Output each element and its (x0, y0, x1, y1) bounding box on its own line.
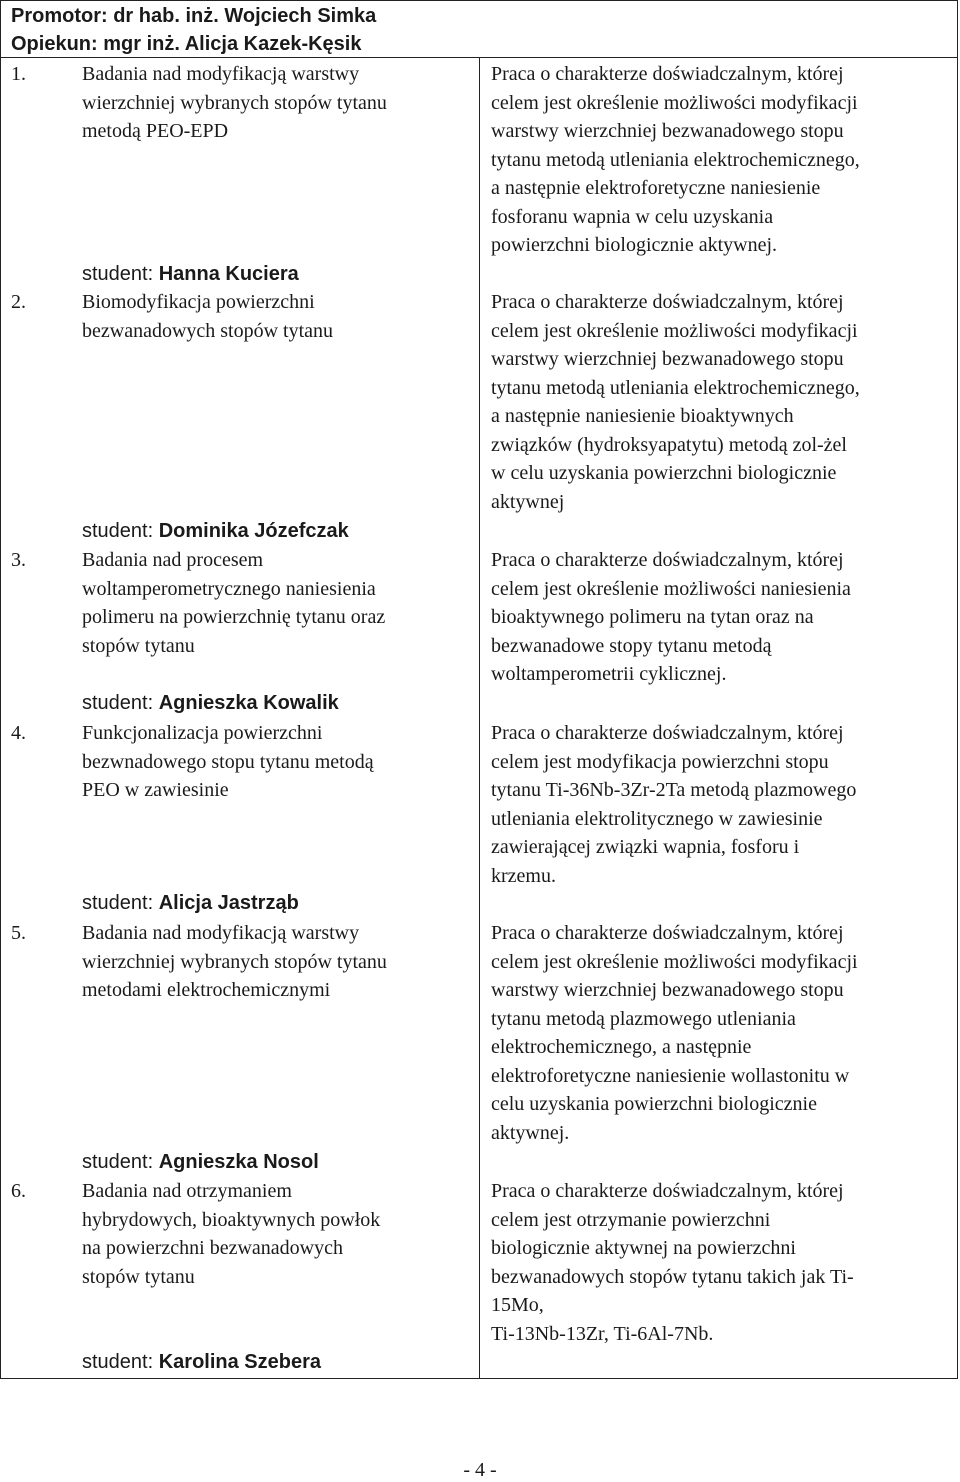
opiekun-line: Opiekun: mgr inż. Alicja Kazek-Kęsik (11, 33, 362, 55)
student-line (82, 517, 349, 545)
topic-title: Biomodyfikacja powierzchni bezwanadowych stopów tytanu (82, 291, 334, 342)
student-name: Agnieszka Nosol (158, 1151, 319, 1173)
topic-number: 1. (11, 63, 26, 85)
promotor-line: Promotor: dr hab. inż. Wojciech Simka (11, 5, 377, 27)
topic-description: Praca o charakterze doświadczalnym, której celem jest modyfikacja powierzchni stopu tytanu Ti-36Nb-3Zr-2Ta metodą plazmowego utleniania elektrolitycznego w zawiesinie zawierającej związki wapnia, fosforu i krzemu. (491, 722, 857, 887)
topic-number: 6. (11, 1180, 26, 1202)
student-name: Hanna Kuciera (158, 263, 299, 285)
student-label: student: (82, 263, 159, 285)
topic-description: Praca o charakterze doświadczalnym, której celem jest otrzymanie powierzchni biologicznie aktywnej na powierzchni bezwanadowych stopów tytanu takich jak Ti- 15Mo, Ti-13Nb-13Zr, Ti-6Al-7Nb. (491, 1180, 854, 1345)
column-divider (479, 58, 480, 1379)
topic-number: 5. (11, 922, 26, 944)
topic-title: Badania nad procesem woltamperometrycznego naniesienia polimeru na powierzchnię tytanu oraz stopów tytanu (82, 549, 386, 657)
student-name: Alicja Jastrząb (158, 892, 299, 914)
student-label: student: (82, 692, 159, 714)
student-line (82, 889, 299, 917)
student-label: student: (82, 892, 159, 914)
student-name: Dominika Józefczak (158, 520, 349, 542)
student-line (82, 260, 299, 288)
topic-title: Badania nad otrzymaniem hybrydowych, bioaktywnych powłok na powierzchni bezwanadowych stopów tytanu (82, 1180, 381, 1288)
student-label: student: (82, 520, 159, 542)
topic-number: 4. (11, 722, 26, 744)
student-line (82, 689, 339, 717)
topic-title: Badania nad modyfikacją warstwy wierzchniej wybranych stopów tytanu metodami elektrochemicznymi (82, 922, 387, 1001)
page-number: - 4 - (463, 1459, 497, 1481)
student-line (82, 1148, 319, 1176)
student-label: student: (82, 1151, 159, 1173)
student-label: student: (82, 1351, 159, 1373)
student-line (82, 1348, 321, 1376)
topic-description: Praca o charakterze doświadczalnym, której celem jest określenie możliwości modyfikacji warstwy wierzchniej bezwanadowego stopu tytanu metodą plazmowego utleniania elektrochemicznego, a następnie elektroforetyczne naniesienie wollastonitu w celu uzyskania powierzchni biologicznie aktywnej. (491, 922, 858, 1144)
topic-description: Praca o charakterze doświadczalnym, której celem jest określenie możliwości modyfikacji warstwy wierzchniej bezwanadowego stopu tytanu metodą utleniania elektrochemicznego, a następnie elektroforetyczne naniesienie fosforanu wapnia w celu uzyskania powierzchni biologicznie aktywnej. (491, 63, 860, 256)
topic-number: 2. (11, 291, 26, 313)
topic-title: Funkcjonalizacja powierzchni bezwnadowego stopu tytanu metodą PEO w zawiesinie (82, 722, 374, 801)
student-name: Agnieszka Kowalik (158, 692, 339, 714)
student-name: Karolina Szebera (158, 1351, 322, 1373)
topic-number: 3. (11, 549, 26, 571)
topic-description: Praca o charakterze doświadczalnym, której celem jest określenie możliwości naniesienia bioaktywnego polimeru na tytan oraz na bezwanadowe stopy tytanu metodą woltamperometrii cyklicznej. (491, 549, 851, 685)
topic-description: Praca o charakterze doświadczalnym, której celem jest określenie możliwości modyfikacji warstwy wierzchniej bezwanadowego stopu tytanu metodą utleniania elektrochemicznego, a następnie naniesienie bioaktywnych związków (hydroksyapatytu) metodą zol-żel w celu uzyskania powierzchni biologicznie aktywnej (491, 291, 860, 513)
topic-title: Badania nad modyfikacją warstwy wierzchniej wybranych stopów tytanu metodą PEO-EPD (82, 63, 387, 142)
